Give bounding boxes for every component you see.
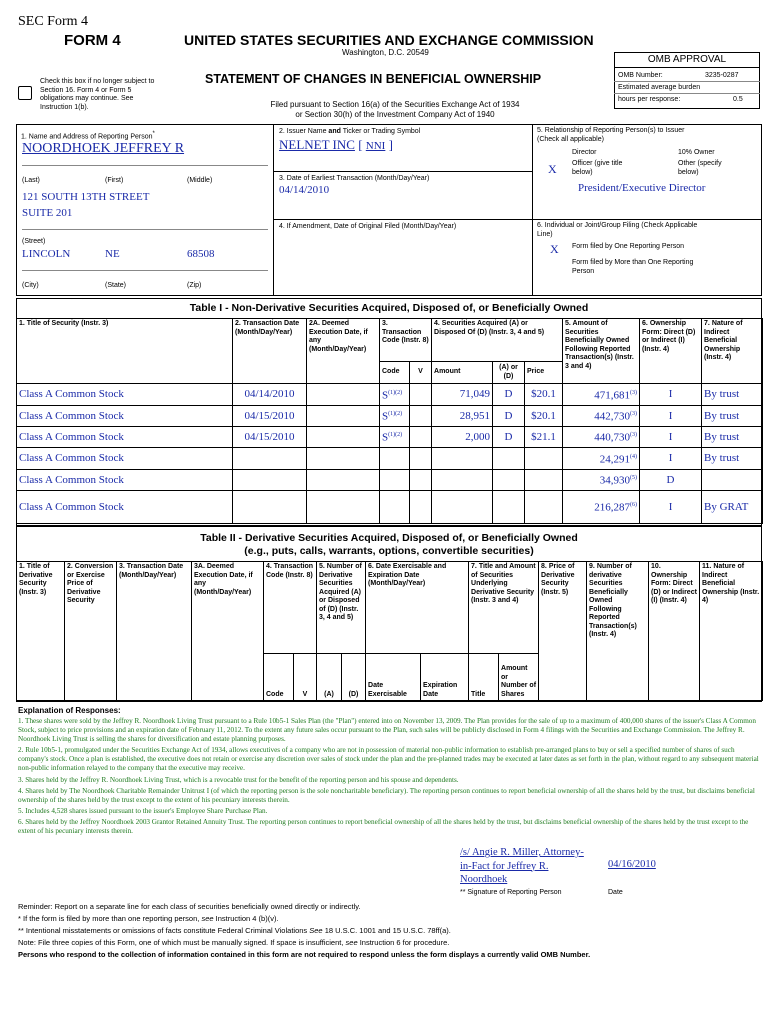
table1 <box>16 318 763 524</box>
explanation-heading: Explanation of Responses: <box>18 706 121 715</box>
amendment-label: 4. If Amendment, Date of Original Filed (Month/Day/Year) <box>279 223 457 230</box>
row-form: D <box>640 470 702 491</box>
t2-header-number: 5. Number of Derivative Securities Acquired (A) or Disposed of (D) (Instr. 3, 4 and 5) <box>317 562 366 654</box>
row-price: $21.1 <box>525 427 563 448</box>
row-owned: 442,730 <box>594 410 631 423</box>
t1-sub-v: V <box>410 362 432 384</box>
middle-label: (Middle) <box>187 177 213 184</box>
footnote: 4. Shares held by The Noordhoek Charitable Remainder Unitrust I (of which the reporting person is the sole noncharitable beneficiary). The reporting person continues to report beneficial ownership of all the shares held by the trust, but disclaims beneficial ownership of the shares held by the trust except to the extent of his pecuniary interests therein. <box>18 786 755 804</box>
first-label: (First) <box>105 177 124 184</box>
omb-notice: Persons who respond to the collection of information contained in this form are not required to respond unless the form displays a currently valid OMB Number. <box>18 950 591 959</box>
t2-header-date: 3. Transaction Date (Month/Day/Year) <box>117 562 192 701</box>
row-title: Class A Common Stock <box>17 427 233 448</box>
row-amount: 28,951 <box>432 406 493 427</box>
t1-sub-ad: (A) or (D) <box>493 362 525 384</box>
t2-sub-exercisable: Date Exercisable <box>366 654 421 701</box>
issuer-name-link[interactable]: NELNET INC <box>279 137 355 152</box>
sec-form-label: SEC Form 4 <box>18 14 89 29</box>
row-nature <box>702 470 763 491</box>
row-date: 04/15/2010 <box>233 406 307 427</box>
t2-header-form: 10. Ownership Form: Direct (D) or Indirect (I) (Instr. 4) <box>649 562 700 701</box>
row-title: Class A Common Stock <box>17 470 233 491</box>
footnote: 3. Shares held by the Jeffrey R. Noordhoek Living Trust, which is a revocable trust for the benefit of the reporting person and his spouse and dependents. <box>18 775 459 784</box>
footer-note-1: * If the form is filed by more than one reporting person, see Instruction 4 (b)(v). <box>18 914 279 923</box>
row-owned: 34,930 <box>599 474 631 487</box>
row-amount: 71,049 <box>432 384 493 406</box>
t1-header-owned: 5. Amount of Securities Beneficially Owned Following Reported Transaction(s) (Instr. 3 and 4) <box>563 319 640 384</box>
t2-sub-amount: Amount or Number of Shares <box>499 654 539 701</box>
issuer-name-line: NELNET INC [ NNI ] <box>279 137 393 152</box>
zip-label: (Zip) <box>187 282 202 289</box>
row-nature: By trust <box>702 427 763 448</box>
omb-burden-label: Estimated average burden <box>618 84 701 91</box>
footer-note-2: ** Intentional misstatements or omissions of facts constitute Federal Criminal Violations See 18 U.S.C. 1001 and 15 U.S.C. 78ff(a). <box>18 926 451 935</box>
relationship-label: 5. Relationship of Reporting Person(s) to Issuer (Check all applicable) <box>537 127 685 143</box>
row-code: S <box>382 431 389 444</box>
row-nature: By trust <box>702 406 763 427</box>
earliest-transaction-label: 3. Date of Earliest Transaction (Month/Day/Year) <box>279 175 430 182</box>
row-code: S <box>382 389 389 402</box>
city-label: (City) <box>22 282 39 289</box>
t2-header-price: 8. Price of Derivative Security (Instr. 5) <box>539 562 587 701</box>
row-amount: 2,000 <box>432 427 493 448</box>
table2-title: Table II - Derivative Securities Acquired, Disposed of, or Beneficially Owned (e.g., puts, calls, warrants, options, convertible securities) <box>200 532 578 557</box>
row-code: S <box>382 410 389 423</box>
row-nature: By GRAT <box>702 491 763 524</box>
director-option: Director <box>572 149 597 156</box>
row-owned: 24,291 <box>599 453 631 466</box>
explanation-list <box>18 717 760 836</box>
checkbox-instructions: Check this box if no longer subject to Section 16. Form 4 or Form 5 obligations may continue. See Instruction 1(b). <box>40 78 155 111</box>
filed-pursuant: Filed pursuant to Section 16(a) of the Securities Exchange Act of 1934 or Section 30(h) of the Investment Company Act of 1940 <box>270 100 520 119</box>
t2-header-exercisable: 6. Date Exercisable and Expiration Date (Month/Day/Year) <box>366 562 469 654</box>
ten-pct-owner-option: 10% Owner <box>678 149 715 156</box>
t1-sub-amount: Amount <box>432 362 493 384</box>
t1-header-acquired: 4. Securities Acquired (A) or Disposed Of (D) (Instr. 3, 4 and 5) <box>432 319 563 362</box>
t2-header-nature: 11. Nature of Indirect Beneficial Ownership (Instr. 4) <box>700 562 763 701</box>
row-date: 04/14/2010 <box>233 384 307 406</box>
address-line-2: SUITE 201 <box>22 207 73 219</box>
row-price: $20.1 <box>525 384 563 406</box>
officer-mark: X <box>548 162 557 176</box>
t2-header-conversion: 2. Conversion or Exercise Price of Derivative Security <box>65 562 117 701</box>
table-row: Class A Common Stock 34,930$^{(5)}$ D <box>17 470 763 491</box>
omb-title: OMB APPROVAL <box>647 54 727 65</box>
row-form: I <box>640 427 702 448</box>
reporting-person-label: 1. Name and Address of Reporting Person* <box>21 131 155 141</box>
footnote: 5. Includes 4,528 shares issued pursuant to the issuer's Employee Share Purchase Plan. <box>18 806 268 815</box>
city-value: LINCOLN <box>22 248 71 260</box>
signature-block: /s/ Angie R. Miller, Attorney- in-Fact for Jeffrey R. Noordhoek <box>460 847 584 885</box>
t2-header-code: 4. Transaction Code (Instr. 8) <box>264 562 317 654</box>
t2-sub-a: (A) <box>317 654 342 701</box>
officer-option: Officer (give title below) <box>572 160 623 176</box>
omb-hours-value: 0.5 <box>733 96 743 103</box>
t2-sub-code: Code <box>264 654 294 701</box>
row-price: $20.1 <box>525 406 563 427</box>
omb-number-value: 3235-0287 <box>705 72 739 79</box>
signature-date: 04/16/2010 <box>608 859 656 870</box>
row-owned: 440,730 <box>594 431 631 444</box>
signature-label: ** Signature of Reporting Person <box>460 889 562 896</box>
ticker-link[interactable]: NNI <box>365 140 386 152</box>
state-value: NE <box>105 248 120 260</box>
row-title: Class A Common Stock <box>17 406 233 427</box>
filing-more-persons: Form filed by More than One Reporting Person <box>572 259 694 275</box>
footer-notes <box>18 901 763 961</box>
t2-sub-expiration: Expiration Date <box>421 654 469 701</box>
footnote: 6. Shares held by the Jeffrey Noordhoek 2003 Grantor Retained Annuity Trust. The reporting person continues to report beneficial ownership of all the shares held by the trust, but disclaims beneficial ownership of the shares held by the trust except to the extent of his pecuniary interests therein. <box>18 817 749 836</box>
row-ad: D <box>493 406 525 427</box>
no-longer-subject-checkbox[interactable] <box>18 86 32 100</box>
date-label: Date <box>608 889 623 896</box>
other-option: Other (specify below) <box>678 160 722 176</box>
earliest-transaction-date: 04/14/2010 <box>279 184 330 196</box>
table-row: Class A Common Stock 24,291$^{(4)}$ I By trust <box>17 448 763 470</box>
t2-header-title: 1. Title of Derivative Security (Instr. 3) <box>17 562 65 701</box>
state-label: (State) <box>105 282 127 289</box>
t2-header-owned: 9. Number of derivative Securities Beneficially Owned Following Reported Transaction(s) (Instr. 4) <box>587 562 649 701</box>
t1-header-form: 6. Ownership Form: Direct (D) or Indirect (I) (Instr. 4) <box>640 319 702 384</box>
row-form: I <box>640 491 702 524</box>
t2-sub-d: (D) <box>342 654 366 701</box>
t1-header-code: 3. Transaction Code (Instr. 8) <box>380 319 432 362</box>
table-row: Class A Common Stock 04/15/2010 $S^{(1)(2)}$ 28,951 D $20.1 442,730$^{(3)}$ I By trust <box>17 406 763 427</box>
row-nature: By trust <box>702 448 763 470</box>
table-row: Class A Common Stock 216,287$^{(6)}$ I By GRAT <box>17 491 763 524</box>
issuer-label: 2. Issuer Name and Ticker or Trading Symbol <box>279 128 421 135</box>
row-ad: D <box>493 384 525 406</box>
zip-value: 68508 <box>187 248 215 260</box>
table-row: Class A Common Stock 04/14/2010 $S^{(1)(2)}$ 71,049 D $20.1 471,681$^{(3)}$ I By trust <box>17 384 763 406</box>
t2-header-deemed: 3A. Deemed Execution Date, if any (Month/Day/Year) <box>192 562 264 701</box>
omb-hours-label: hours per response: <box>618 96 681 103</box>
commission-city: Washington, D.C. 20549 <box>342 48 429 57</box>
row-ad: D <box>493 427 525 448</box>
footnote: 1. These shares were sold by the Jeffrey R. Noordhoek Living Trust pursuant to a Rule 10b5-1 Sales Plan (the "Plan") entered into on November 13, 2009. The Plan provides for the sale of up to a maximum of 400,000 shares of the issuer's Class A Common Stock, subject to price provisions and an expiration date of February 11, 2012. To the extent any future sales occur pursuant to the Plan, such sales will be publicly disclosed in Form 4 filings with the Securities and Exchange Commission. The Jeffrey R. Noordhoek Living Trust is selling the shares for diversification and estate planning purposes. <box>18 717 756 744</box>
t2-sub-v: V <box>294 654 317 701</box>
omb-number-label: OMB Number: <box>618 72 663 79</box>
commission-title: UNITED STATES SECURITIES AND EXCHANGE COMMISSION <box>184 32 594 48</box>
filing-mark: X <box>550 242 559 256</box>
t1-header-deemed: 2A. Deemed Execution Date, if any (Month/Day/Year) <box>307 319 380 384</box>
table1-title: Table I - Non-Derivative Securities Acquired, Disposed of, or Beneficially Owned <box>189 302 589 314</box>
officer-title: President/Executive Director <box>578 182 706 194</box>
t2-sub-title: Title <box>469 654 499 701</box>
row-owned: 216,287 <box>594 501 631 514</box>
filing-one-person: Form filed by One Reporting Person <box>572 243 685 250</box>
table2 <box>16 561 763 701</box>
row-title: Class A Common Stock <box>17 448 233 470</box>
address-line-1: 121 SOUTH 13TH STREET <box>22 191 150 203</box>
t2-header-underlying: 7. Title and Amount of Securities Underlying Derivative Security (Instr. 3 and 4) <box>469 562 539 654</box>
statement-title: STATEMENT OF CHANGES IN BENEFICIAL OWNERSHIP <box>205 72 542 86</box>
t1-header-nature: 7. Nature of Indirect Beneficial Ownership (Instr. 4) <box>702 319 763 384</box>
footnote: 2. Rule 10b5-1, promulgated under the Securities Exchange Act of 1934, allows executives of a company who are not in possession of material non-public information to establish pre-arranged plans to buy or sell a specified number of shares of such company's stock. Once a plan is established, the executive does not retain or exercise any discretion over sales of stock under the plan and the pre-planned trades may be executed at later dates as set forth in the plan, without regard to any subsequent material non-public information relayed to the company that the executive may receive. <box>18 746 759 773</box>
row-nature: By trust <box>702 384 763 406</box>
row-owned: 471,681 <box>594 389 631 402</box>
table-row: Class A Common Stock 04/15/2010 $S^{(1)(2)}$ 2,000 D $21.1 440,730$^{(3)}$ I By trust <box>17 427 763 448</box>
row-date: 04/15/2010 <box>233 427 307 448</box>
t1-header-title: 1. Title of Security (Instr. 3) <box>17 319 233 384</box>
row-form: I <box>640 384 702 406</box>
filing-label: 6. Individual or Joint/Group Filing (Check Applicable Line) <box>537 222 698 238</box>
t1-sub-code: Code <box>380 362 410 384</box>
row-form: I <box>640 448 702 470</box>
footer-note-3: Note: File three copies of this Form, one of which must be manually signed. If space is insufficient, see Instruction 6 for procedure. <box>18 938 450 947</box>
reporting-person-name[interactable]: NOORDHOEK JEFFREY R <box>22 141 185 156</box>
street-label: (Street) <box>22 238 46 245</box>
row-form: I <box>640 406 702 427</box>
t1-sub-price: Price <box>525 362 563 384</box>
reminder-note: Reminder: Report on a separate line for each class of securities beneficially owned directly or indirectly. <box>18 902 361 911</box>
t1-header-date: 2. Transaction Date (Month/Day/Year) <box>233 319 307 384</box>
row-title: Class A Common Stock <box>17 384 233 406</box>
form-label: FORM 4 <box>64 32 121 49</box>
row-title: Class A Common Stock <box>17 491 233 524</box>
last-label: (Last) <box>22 177 40 184</box>
